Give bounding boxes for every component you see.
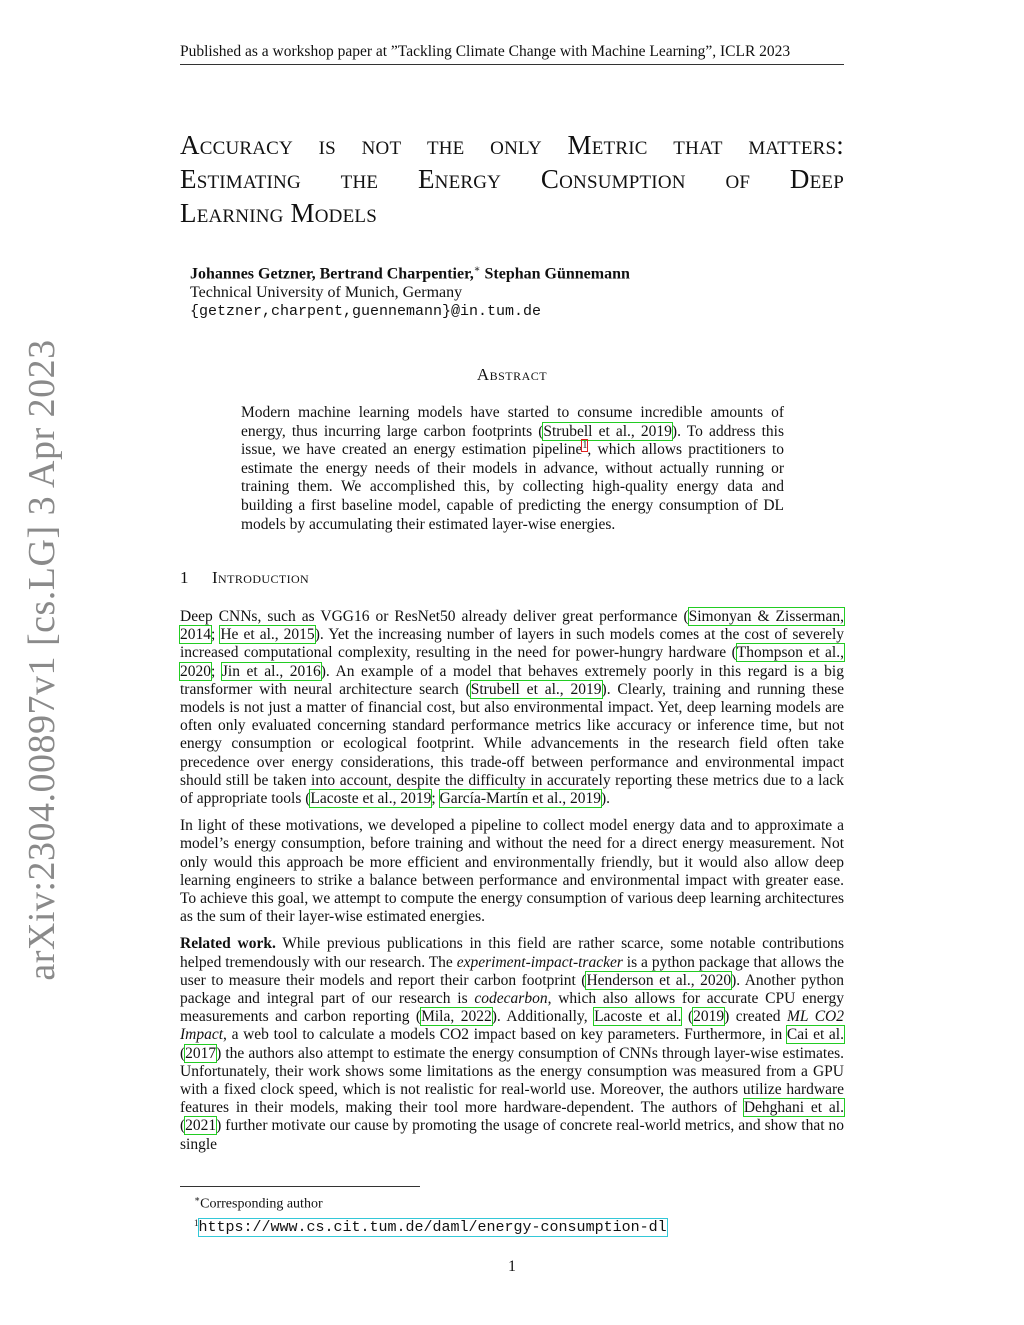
author-names	[190, 260, 630, 283]
footnote-1	[180, 1214, 844, 1238]
title-line-1: Accuracy is not the only Metric that matters:	[180, 130, 844, 160]
text-segment: ;	[431, 790, 440, 808]
abstract-segment: ). To address this issue, we have created an energy estimation pipeline	[241, 422, 785, 459]
paragraph-related-work	[180, 935, 844, 1153]
text-segment: , a web tool to calculate a models CO2 impact based on key parameters. Furthermore, in	[223, 1026, 787, 1044]
citation-lacoste-author[interactable]: Lacoste et al.	[594, 1008, 682, 1026]
text-segment: ). Another python package and integral part of our research is	[180, 971, 844, 1008]
citation-dehghani-year[interactable]: 2021	[185, 1117, 217, 1135]
section-body	[180, 608, 844, 1163]
page-number: 1	[508, 1258, 516, 1275]
footnote-mark-1: 1	[194, 1217, 199, 1228]
citation-cai-year[interactable]: 2017	[185, 1044, 217, 1062]
author-block	[190, 260, 630, 321]
citation-jin-2016[interactable]: Jin et al., 2016	[221, 662, 321, 680]
section-title: Introduction	[212, 568, 310, 587]
footnote-mark-star: ∗	[194, 1194, 201, 1204]
abstract-text	[241, 404, 784, 534]
citation-garcia-martin-2019[interactable]: García-Martín et al., 2019	[439, 790, 601, 808]
citation-lacoste-2019[interactable]: Lacoste et al., 2019	[310, 790, 432, 808]
author-email: {getzner,charpent,guennemann}@in.tum.de	[190, 303, 542, 321]
citation-strubell-2019[interactable]: Strubell et al., 2019	[470, 680, 602, 698]
text-segment: ).	[600, 790, 611, 808]
footnote-text: Corresponding author	[200, 1196, 323, 1212]
citation-lacoste-year[interactable]: 2019	[693, 1008, 725, 1026]
section-number: 1	[180, 568, 189, 587]
footnote-url-link[interactable]: https://www.cs.cit.tum.de/daml/energy-consumption-dl	[198, 1219, 667, 1237]
text-segment: (	[681, 1008, 694, 1026]
author-affiliation: Technical University of Munich, Germany	[190, 284, 463, 302]
title-line-3: Learning Models	[180, 198, 377, 228]
text-segment: ). Additionally,	[491, 1008, 595, 1026]
running-header: Published as a workshop paper at ”Tackling Climate Change with Machine Learning”, ICLR 2023	[180, 43, 844, 65]
text-segment: ). An example of a model that behaves extremely poorly in this regard is a big transformer with neural architecture search (	[180, 662, 844, 698]
paragraph-intro-1	[180, 608, 844, 808]
text-segment: is a python package that allows the user to measure their models and report their carbon footprint (	[180, 953, 844, 989]
text-segment: , which also allows for accurate CPU energy measurements and carbon reporting (	[180, 990, 844, 1026]
citation-strubell-2019[interactable]: Strubell et al., 2019	[543, 422, 672, 440]
paragraph-intro-2: In light of these motivations, we developed a pipeline to collect model energy data and to approximate a model’s energy consumption, before training and without the need for a direct energy measurement. Not only would this approach be more efficient and environmentally friendly, but it would also allow deep learning engineers to strike a balance between performance and environmental impact with greater ease. To achieve this goal, we attempt to compute the energy consumption of various deep learning architectures as the sum of their layer-wise estimated energies.	[180, 817, 844, 926]
title-line-2: Estimating the Energy Consumption of Deep	[180, 164, 844, 194]
footnotes	[180, 1186, 844, 1237]
text-segment: ) further motivate our cause by promoting the usage of concrete real-world metrics, and show that no single	[180, 1117, 844, 1153]
paragraph-lead: Related work.	[180, 935, 276, 953]
citation-mila-2022[interactable]: Mila, 2022	[421, 1008, 492, 1026]
text-segment: ) the authors also attempt to estimate the energy consumption of CNNs through layer-wise estimates. Unfortunately, their work shows some limitations as the energy consumption was measured from a GPU with a fixed clock speed, which is not realistic for real-world use. Moreover, the authors utilize hardware features in their models, making their tool more hardware-dependent. The authors of	[180, 1044, 844, 1117]
text-segment: While previous publications in this field are rather scarce, some notable contributions helped tremendously with our research. The	[180, 935, 844, 971]
emphasis-term: experiment-impact-tracker	[456, 953, 623, 971]
emphasis-term: ML CO2 Impact	[180, 1008, 844, 1044]
paper-title	[180, 128, 844, 230]
author-names-first: Johannes Getzner, Bertrand Charpentier,	[190, 265, 474, 283]
citation-simonyan-2014[interactable]: Simonyan & Zisserman, 2014	[180, 608, 844, 644]
text-segment: (	[180, 1044, 186, 1062]
text-segment: (	[180, 1117, 186, 1135]
citation-he-2015[interactable]: He et al., 2015	[220, 626, 315, 644]
arxiv-stamp: arXiv:2304.00897v1 [cs.LG] 3 Apr 2023	[21, 339, 63, 981]
section-heading-introduction	[180, 568, 309, 588]
citation-thompson-2020[interactable]: Thompson et al., 2020	[180, 644, 844, 680]
abstract-segment: Modern machine learning models have started to consume incredible amounts of energy, thus incurring large carbon footprints (	[241, 404, 784, 440]
citation-dehghani-author[interactable]: Dehghani et al.	[743, 1099, 844, 1117]
text-segment: Deep CNNs, such as VGG16 or ResNet50 already deliver great performance (	[180, 608, 689, 625]
citation-cai-author[interactable]: Cai et al.	[786, 1026, 844, 1044]
text-segment: ;	[211, 662, 222, 680]
footnote-rule	[180, 1186, 420, 1187]
abstract-heading: Abstract	[476, 365, 548, 384]
citation-henderson-2020[interactable]: Henderson et al., 2020	[586, 971, 732, 989]
footnote-ref-1[interactable]: 1	[582, 440, 588, 452]
abstract-segment: , which allows practitioners to estimate the energy needs of their models in advance, without actually running or training them. We accomplished this, by collecting high-quality energy data and building a first baseline model, capable of predicting the energy consumption of DL models by accumulating their estimated layer-wise energies.	[241, 441, 785, 533]
text-segment: ). Yet the increasing number of layers in such models comes at the cost of severely increased computational complexity, resulting in the need for power-hungry hardware (	[180, 626, 844, 662]
corresponding-author-mark[interactable]: ∗	[473, 264, 481, 275]
text-segment: ) created	[724, 1008, 787, 1026]
text-segment: ;	[211, 626, 221, 644]
text-segment: ). Clearly, training and running these models is not just a matter of financial cost, but also environmental impact. Yet, deep learning models are often only evaluated concerning standard performance metrics like accuracy or inference time, but not energy consumption or ecological footprint. While advancements in the research field often take precedence over energy considerations, this trade-off between performance and environmental impact should still be taken into account, despite the difficulty in accurately reporting these metrics due to a lack of appropriate tools (	[180, 680, 844, 808]
emphasis-term: codecarbon	[474, 990, 548, 1008]
author-names-last: Stephan Günnemann	[480, 265, 630, 283]
footnote-corresponding	[180, 1190, 844, 1214]
